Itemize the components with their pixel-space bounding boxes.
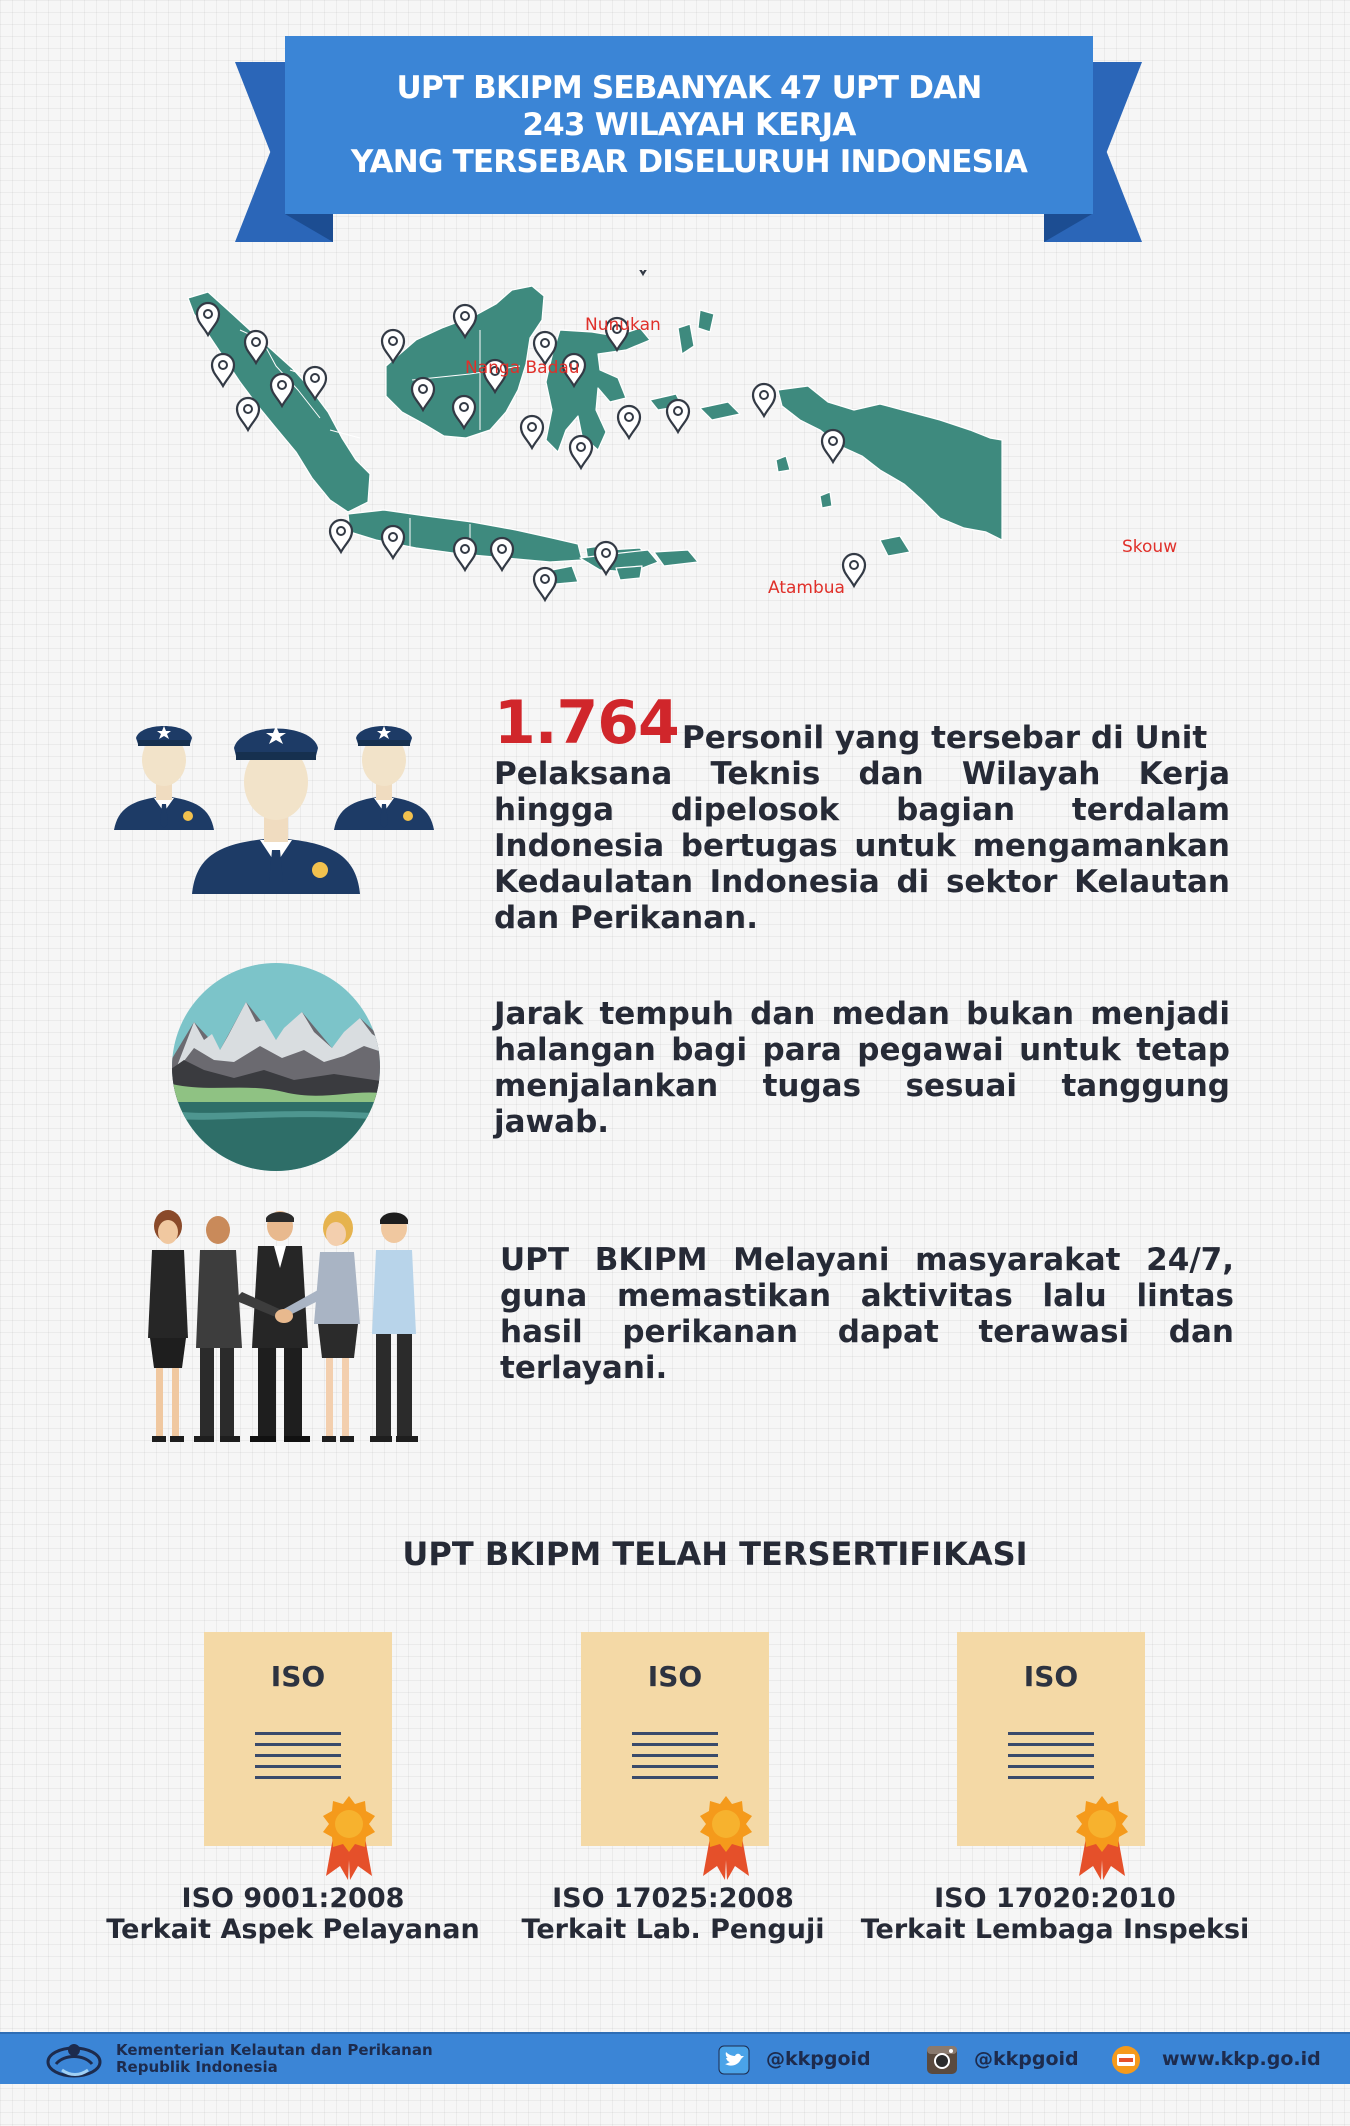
certificate-code-2: ISO 17025:2008 (552, 1883, 794, 1914)
personnel-count: 1.764 (494, 688, 679, 758)
ministry-name (116, 2042, 433, 2076)
service-text: UPT BKIPM Melayani masyarakat 24/7, guna memastikan aktivitas lalu lintas hasil perikanan dapat terawasi dan terlayani. (500, 1242, 1234, 1386)
certificate-text-lines (1008, 1732, 1094, 1787)
web-icon[interactable] (1110, 2045, 1142, 2075)
title-banner (285, 36, 1093, 214)
website-link[interactable]: www.kkp.go.id (1162, 2048, 1321, 2070)
personnel-text: Pelaksana Teknis dan Wilayah Kerja hingga dipelosok bagian terdalam Indonesia bertugas untuk mengamankan Kedaulatan Indonesia di sektor Kelautan dan Perikanan. (494, 756, 1230, 936)
banner-title-line2: 243 WILAYAH KERJA (522, 106, 856, 143)
papua-island (778, 386, 1002, 540)
sulawesi-island (546, 328, 650, 452)
certification-heading: UPT BKIPM TELAH TERSERTIFIKASI (402, 1535, 1028, 1573)
instagram-icon[interactable] (926, 2045, 958, 2075)
certificate-text-lines (255, 1732, 341, 1787)
mountain-lake-illustration (164, 962, 388, 1172)
certificate-card-1 (204, 1632, 392, 1846)
distance-text: Jarak tempuh dan medan bukan menjadi halangan bagi para pegawai untuk tetap menjalankan tugas sesuai tanggung jawab. (494, 996, 1230, 1140)
banner-title-line3: YANG TERSEBAR DISELURUH INDONESIA (350, 143, 1028, 180)
officers-illustration (110, 700, 440, 900)
map-label-skouw: Skouw (1122, 537, 1178, 557)
ministry-logo-icon (46, 2040, 102, 2080)
footer-bar (0, 2032, 1350, 2084)
seal-ribbon-icon (314, 1792, 384, 1882)
twitter-icon[interactable] (718, 2045, 750, 2075)
certificate-title-2 (463, 1883, 883, 1945)
certificate-code-1: ISO 9001:2008 (181, 1883, 405, 1914)
map-label-atambua: Atambua (768, 578, 845, 598)
certificate-title-3 (845, 1883, 1265, 1945)
personnel-text-first-line: Personil yang tersebar di Unit (682, 720, 1208, 756)
indonesia-map (180, 270, 1180, 670)
certificate-code-3: ISO 17020:2010 (934, 1883, 1176, 1914)
seal-ribbon-icon (691, 1792, 761, 1882)
certificate-desc-3: Terkait Lembaga Inspeksi (860, 1914, 1250, 1945)
team-handshake-illustration (138, 1208, 428, 1448)
ministry-name-line1: Kementerian Kelautan dan Perikanan (116, 2041, 433, 2059)
twitter-handle[interactable]: @kkpgoid (766, 2048, 871, 2070)
map-label-nunukan: Nunukan (585, 315, 661, 335)
certificate-desc-1: Terkait Aspek Pelayanan (106, 1914, 480, 1945)
certificate-desc-2: Terkait Lab. Penguji (521, 1914, 825, 1945)
certificate-badge-3: ISO (1023, 1660, 1079, 1693)
seal-ribbon-icon (1067, 1792, 1137, 1882)
certificate-text-lines (632, 1732, 718, 1787)
map-label-nanga-badau: Nanga Badau (465, 358, 580, 378)
certificate-card-3 (957, 1632, 1145, 1846)
banner-title-line1: UPT BKIPM SEBANYAK 47 UPT DAN (396, 69, 982, 106)
instagram-handle[interactable]: @kkpgoid (974, 2048, 1079, 2070)
certificate-card-2 (581, 1632, 769, 1846)
certificate-badge-1: ISO (270, 1660, 326, 1693)
ministry-name-line2: Republik Indonesia (116, 2058, 278, 2076)
certificate-badge-2: ISO (647, 1660, 703, 1693)
certificate-title-1 (83, 1883, 503, 1945)
